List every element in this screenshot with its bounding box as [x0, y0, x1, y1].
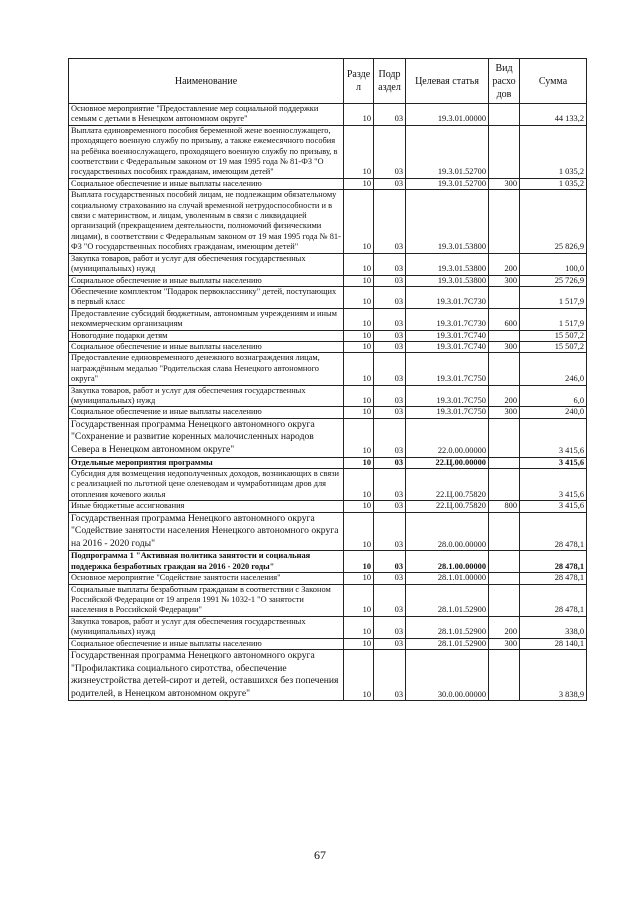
cell-sum: 1 035,2 — [520, 125, 587, 178]
cell-podrazdel: 03 — [374, 407, 406, 418]
cell-vid — [489, 353, 520, 385]
cell-razdel: 10 — [344, 125, 374, 178]
cell-razdel: 10 — [344, 275, 374, 286]
cell-vid: 300 — [489, 275, 520, 286]
cell-vid — [489, 468, 520, 500]
cell-podrazdel: 03 — [374, 584, 406, 616]
cell-name: Новогодние подарки детям — [69, 330, 344, 341]
cell-vid — [489, 330, 520, 341]
table-row — [69, 125, 587, 178]
table-row — [69, 638, 587, 649]
cell-target: 19.3.01.52700 — [406, 178, 489, 189]
cell-podrazdel: 03 — [374, 286, 406, 308]
cell-podrazdel: 03 — [374, 551, 406, 573]
cell-name: Иные бюджетные ассигнования — [69, 501, 344, 512]
page-number: 67 — [314, 848, 326, 862]
cell-razdel: 10 — [344, 353, 374, 385]
cell-vid — [489, 418, 520, 457]
cell-vid — [489, 573, 520, 584]
cell-razdel: 10 — [344, 286, 374, 308]
cell-razdel: 10 — [344, 650, 374, 701]
cell-vid: 300 — [489, 407, 520, 418]
cell-razdel: 10 — [344, 468, 374, 500]
cell-vid — [489, 104, 520, 126]
header-sum: Сумма — [520, 59, 587, 104]
cell-razdel: 10 — [344, 330, 374, 341]
cell-podrazdel: 03 — [374, 125, 406, 178]
cell-name: Выплата государственных пособий лицам, не подлежащим обязательному социальному страхованию на случай временной нетрудоспособности и в связи с материнством, и лицам, уволенным в связи с ликвидацией организаций (прекращением деятельности, полномочий физическими лицами), в соответствии с Федеральным законом от 19 мая 1995 года № 81-ФЗ "О государственных пособиях гражданам, имеющим детей" — [69, 190, 344, 253]
header-name: Наименование — [69, 59, 344, 104]
cell-name: Социальное обеспечение и иные выплаты населению — [69, 178, 344, 189]
cell-target: 19.3.01.53800 — [406, 253, 489, 275]
table-row — [69, 501, 587, 512]
cell-podrazdel: 03 — [374, 457, 406, 468]
table-row — [69, 286, 587, 308]
cell-podrazdel: 03 — [374, 501, 406, 512]
cell-vid: 600 — [489, 308, 520, 330]
cell-podrazdel: 03 — [374, 190, 406, 253]
cell-vid — [489, 551, 520, 573]
cell-vid — [489, 286, 520, 308]
cell-target: 19.3.01.7С740 — [406, 341, 489, 352]
cell-podrazdel: 03 — [374, 638, 406, 649]
cell-vid: 300 — [489, 638, 520, 649]
cell-name: Основное мероприятие "Предоставление мер социальной поддержки семьям с детьми в Ненецком автономном округе" — [69, 104, 344, 126]
cell-name: Закупка товаров, работ и услуг для обеспечения государственных (муниципальных) нужд — [69, 385, 344, 407]
table-row — [69, 330, 587, 341]
cell-sum: 3 415,6 — [520, 418, 587, 457]
cell-name: Социальное обеспечение и иные выплаты населению — [69, 638, 344, 649]
cell-podrazdel: 03 — [374, 104, 406, 126]
budget-table — [68, 58, 587, 701]
cell-name: Отдельные мероприятия программы — [69, 457, 344, 468]
cell-name: Государственная программа Ненецкого автономного округа "Профилактика социального сиротства, обеспечение жизнеустройства детей-сирот и детей, оставшихся без попечения родителей, в Ненецком автономном округе" — [69, 650, 344, 701]
cell-sum: 44 133,2 — [520, 104, 587, 126]
cell-name: Субсидия для возмещения недополученных доходов, возникающих в связи с реализацией по льготной цене оленеводам и чумработницам дров для отопления кочевого жилья — [69, 468, 344, 500]
cell-razdel: 10 — [344, 341, 374, 352]
cell-sum: 1 517,9 — [520, 308, 587, 330]
cell-name: Социальное обеспечение и иные выплаты населению — [69, 407, 344, 418]
cell-podrazdel: 03 — [374, 385, 406, 407]
cell-razdel: 10 — [344, 551, 374, 573]
cell-razdel: 10 — [344, 190, 374, 253]
table-row — [69, 275, 587, 286]
cell-name: Социальные выплаты безработным гражданам в соответствии с Законом Российской Федерации от 19 апреля 1991 № 1032-1 "О занятости населения в Российской Федерации" — [69, 584, 344, 616]
cell-podrazdel: 03 — [374, 616, 406, 638]
cell-target: 22.Ц.00.75820 — [406, 501, 489, 512]
cell-podrazdel: 03 — [374, 573, 406, 584]
cell-sum: 3 415,6 — [520, 457, 587, 468]
cell-vid: 200 — [489, 253, 520, 275]
cell-sum: 25 826,9 — [520, 190, 587, 253]
cell-razdel: 10 — [344, 104, 374, 126]
table-row — [69, 104, 587, 126]
cell-sum: 246,0 — [520, 353, 587, 385]
cell-podrazdel: 03 — [374, 418, 406, 457]
cell-razdel: 10 — [344, 407, 374, 418]
table-row — [69, 341, 587, 352]
cell-name: Закупка товаров, работ и услуг для обеспечения государственных (муниципальных) нужд — [69, 253, 344, 275]
cell-razdel: 10 — [344, 253, 374, 275]
cell-podrazdel: 03 — [374, 275, 406, 286]
cell-target: 28.1.00.00000 — [406, 551, 489, 573]
cell-podrazdel: 03 — [374, 308, 406, 330]
cell-podrazdel: 03 — [374, 341, 406, 352]
table-row — [69, 584, 587, 616]
cell-sum: 338,0 — [520, 616, 587, 638]
cell-razdel: 10 — [344, 501, 374, 512]
cell-name: Государственная программа Ненецкого автономного округа "Содействие занятости населения Ненецкого автономного округа на 2016 - 2020 годы" — [69, 512, 344, 551]
cell-target: 19.3.01.7С750 — [406, 353, 489, 385]
cell-sum: 1 517,9 — [520, 286, 587, 308]
cell-podrazdel: 03 — [374, 178, 406, 189]
cell-vid — [489, 584, 520, 616]
cell-name: Предоставление субсидий бюджетным, автономным учреждениям и иным некоммерческим организациям — [69, 308, 344, 330]
table-row — [69, 650, 587, 701]
cell-target: 28.1.01.52900 — [406, 584, 489, 616]
table-row — [69, 468, 587, 500]
cell-name: Обеспечение комплектом "Подарок первокласснику" детей, поступающих в первый класс — [69, 286, 344, 308]
cell-sum: 28 478,1 — [520, 512, 587, 551]
cell-name: Социальное обеспечение и иные выплаты населению — [69, 341, 344, 352]
cell-target: 28.1.01.00000 — [406, 573, 489, 584]
header-podrazdel: Подр аздел — [374, 59, 406, 104]
table-row — [69, 190, 587, 253]
cell-sum: 15 507,2 — [520, 341, 587, 352]
cell-podrazdel: 03 — [374, 330, 406, 341]
cell-podrazdel: 03 — [374, 353, 406, 385]
header-vid: Вид расхо дов — [489, 59, 520, 104]
table-row — [69, 253, 587, 275]
cell-podrazdel: 03 — [374, 512, 406, 551]
cell-sum: 1 035,2 — [520, 178, 587, 189]
cell-name: Выплата единовременного пособия беременной жене военнослужащего, проходящего военную службу по призыву, а также ежемесячного пособия на ребёнка военнослужащего, проходящего военную службу по призыву, в соответствии с Федеральным законом от 19 мая 1995 года № 81-ФЗ "О государственных пособиях гражданам, имеющим детей" — [69, 125, 344, 178]
cell-razdel: 10 — [344, 573, 374, 584]
cell-vid — [489, 125, 520, 178]
cell-name: Подпрограмма 1 "Активная политика занятости и социальная поддержка безработных граждан на 2016 - 2020 годы" — [69, 551, 344, 573]
cell-target: 19.3.01.52700 — [406, 125, 489, 178]
cell-vid: 300 — [489, 178, 520, 189]
cell-vid: 200 — [489, 385, 520, 407]
cell-sum: 28 478,1 — [520, 551, 587, 573]
cell-target: 19.3.01.7С740 — [406, 330, 489, 341]
cell-name: Закупка товаров, работ и услуг для обеспечения государственных (муниципальных) нужд — [69, 616, 344, 638]
cell-target: 19.3.01.7С730 — [406, 308, 489, 330]
cell-target: 22.Ц.00.00000 — [406, 457, 489, 468]
cell-target: 19.3.01.7С750 — [406, 385, 489, 407]
budget-page — [68, 58, 586, 701]
cell-sum: 3 838,9 — [520, 650, 587, 701]
cell-target: 19.3.01.7С730 — [406, 286, 489, 308]
table-row — [69, 551, 587, 573]
cell-sum: 6,0 — [520, 385, 587, 407]
cell-target: 30.0.00.00000 — [406, 650, 489, 701]
cell-razdel: 10 — [344, 512, 374, 551]
table-row — [69, 573, 587, 584]
cell-target: 22.0.00.00000 — [406, 418, 489, 457]
cell-vid — [489, 650, 520, 701]
cell-razdel: 10 — [344, 457, 374, 468]
cell-razdel: 10 — [344, 584, 374, 616]
cell-sum: 240,0 — [520, 407, 587, 418]
cell-target: 19.3.01.53800 — [406, 275, 489, 286]
cell-sum: 3 415,6 — [520, 468, 587, 500]
cell-podrazdel: 03 — [374, 650, 406, 701]
cell-name: Государственная программа Ненецкого автономного округа "Сохранение и развитие коренных малочисленных народов Севера в Ненецком автономном округе" — [69, 418, 344, 457]
cell-target: 28.0.00.00000 — [406, 512, 489, 551]
cell-razdel: 10 — [344, 616, 374, 638]
table-row — [69, 385, 587, 407]
table-row — [69, 418, 587, 457]
cell-vid — [489, 457, 520, 468]
cell-target: 28.1.01.52900 — [406, 638, 489, 649]
table-row — [69, 308, 587, 330]
cell-razdel: 10 — [344, 178, 374, 189]
cell-razdel: 10 — [344, 308, 374, 330]
cell-target: 22.Ц.00.75820 — [406, 468, 489, 500]
table-row — [69, 512, 587, 551]
cell-vid: 800 — [489, 501, 520, 512]
table-row — [69, 353, 587, 385]
cell-target: 28.1.01.52900 — [406, 616, 489, 638]
cell-sum: 28 478,1 — [520, 573, 587, 584]
cell-name: Предоставление единовременного денежного вознаграждения лицам, награждённым медалью "Родительская слава Ненецкого автономного округа" — [69, 353, 344, 385]
cell-target: 19.3.01.53800 — [406, 190, 489, 253]
table-row — [69, 178, 587, 189]
cell-razdel: 10 — [344, 385, 374, 407]
table-row — [69, 407, 587, 418]
cell-sum: 28 140,1 — [520, 638, 587, 649]
cell-name: Социальное обеспечение и иные выплаты населению — [69, 275, 344, 286]
table-header-row — [69, 59, 587, 104]
cell-name: Основное мероприятие "Содействие занятости населения" — [69, 573, 344, 584]
cell-sum: 100,0 — [520, 253, 587, 275]
cell-razdel: 10 — [344, 638, 374, 649]
cell-target: 19.3.01.00000 — [406, 104, 489, 126]
cell-podrazdel: 03 — [374, 468, 406, 500]
cell-vid: 200 — [489, 616, 520, 638]
header-razdel: Разде л — [344, 59, 374, 104]
cell-sum: 3 415,6 — [520, 501, 587, 512]
header-target: Целевая статья — [406, 59, 489, 104]
table-body — [69, 104, 587, 701]
cell-sum: 25 726,9 — [520, 275, 587, 286]
cell-razdel: 10 — [344, 418, 374, 457]
cell-vid — [489, 190, 520, 253]
cell-vid — [489, 512, 520, 551]
table-row — [69, 616, 587, 638]
cell-target: 19.3.01.7С750 — [406, 407, 489, 418]
cell-sum: 15 507,2 — [520, 330, 587, 341]
cell-vid: 300 — [489, 341, 520, 352]
cell-sum: 28 478,1 — [520, 584, 587, 616]
table-row — [69, 457, 587, 468]
cell-podrazdel: 03 — [374, 253, 406, 275]
